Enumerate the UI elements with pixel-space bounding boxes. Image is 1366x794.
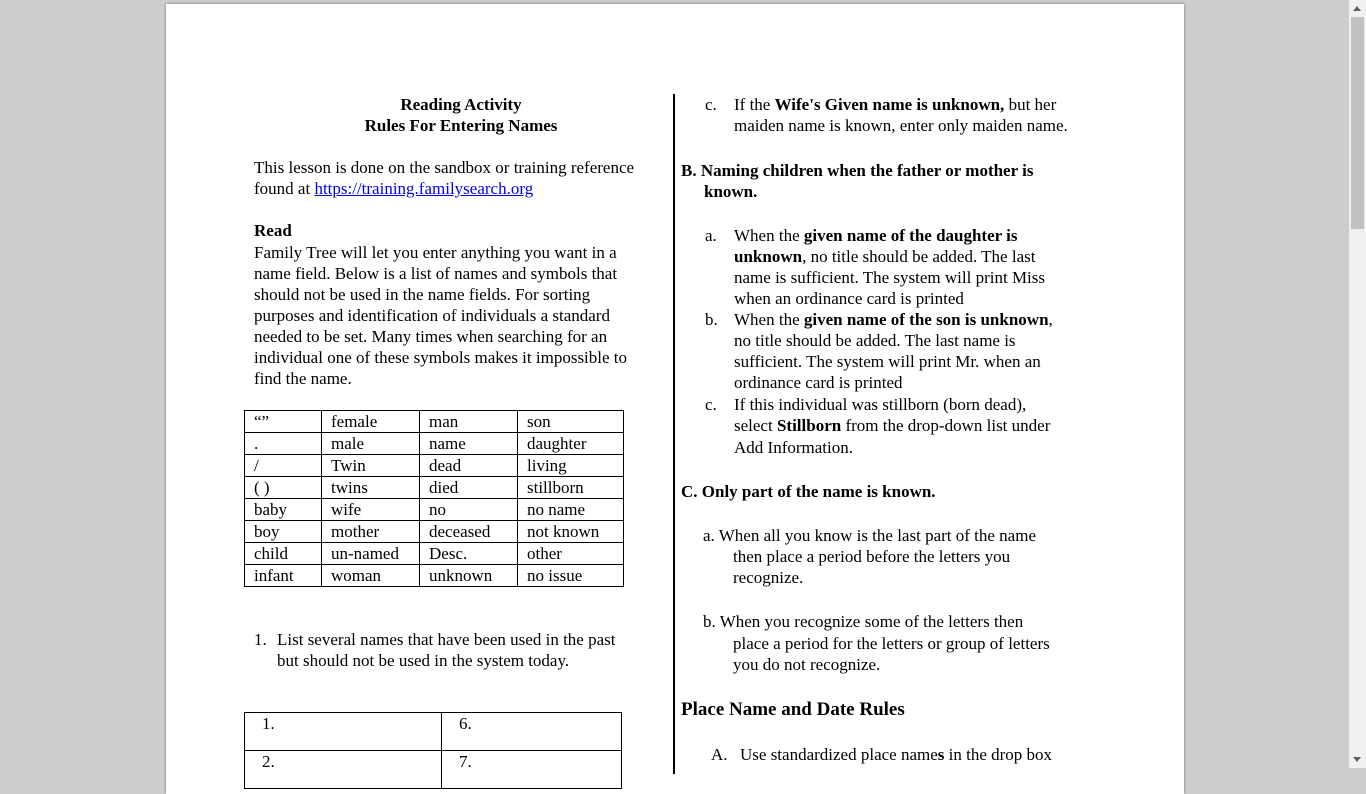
table-cell: mother: [322, 521, 420, 543]
table-row: [245, 455, 624, 477]
section-b-heading: B. Naming children when the father or mother is: [681, 161, 1034, 180]
section-b-heading-cont: known.: [704, 182, 758, 201]
text-span: from the drop-down list under: [841, 416, 1051, 435]
table-cell: dead: [420, 455, 518, 477]
text-span: but her: [1004, 95, 1057, 114]
b-a-line-4: when an ordinance card is printed: [734, 289, 964, 308]
read-line: find the name.: [254, 369, 352, 388]
read-line: Family Tree will let you enter anything you want in a: [254, 243, 617, 262]
table-cell: no: [420, 499, 518, 521]
table-cell: baby: [245, 499, 322, 521]
c-a-line-1: a. When all you know is the last part of the name: [703, 526, 1036, 545]
scrollbar-thumb[interactable]: [1351, 17, 1364, 229]
bold-text: Wife's Given name is unknown,: [774, 95, 1005, 114]
table-cell: died: [420, 477, 518, 499]
c-a-line-2: then place a period before the letters you: [733, 547, 1011, 566]
answer-cell[interactable]: 6.: [442, 713, 622, 751]
table-cell: daughter: [518, 433, 624, 455]
table-cell: child: [245, 543, 322, 565]
c-marker: c.: [705, 95, 717, 114]
table-cell: living: [518, 455, 624, 477]
b-b-line-4: ordinance card is printed: [734, 373, 903, 392]
forbidden-words-table: [244, 410, 624, 587]
bold-text: s: [937, 745, 945, 764]
table-cell: name: [420, 433, 518, 455]
read-line: purposes and identification of individuals a standard: [254, 306, 610, 325]
b-a-marker: a.: [705, 226, 717, 245]
c-b-line-2: place a period for the letters or group of letters: [733, 634, 1050, 653]
table-cell: un-named: [322, 543, 420, 565]
table-row: [245, 521, 624, 543]
b-a-line-2: [734, 246, 1035, 267]
c-b-line-1: b. When you recognize some of the letters then: [703, 612, 1024, 631]
table-cell: Desc.: [420, 543, 518, 565]
read-heading: Read: [254, 221, 292, 240]
table-cell: ( ): [245, 477, 322, 499]
table-cell: infant: [245, 565, 322, 587]
c-line-1: [734, 94, 1056, 115]
table-row: [245, 477, 624, 499]
table-cell: other: [518, 543, 624, 565]
table-cell: no name: [518, 499, 624, 521]
table-row: [245, 543, 624, 565]
section-c-heading: C. Only part of the name is known.: [681, 482, 936, 501]
table-cell: no issue: [518, 565, 624, 587]
answers-table: [244, 712, 622, 789]
table-cell: stillborn: [518, 477, 624, 499]
table-cell: “”: [245, 411, 322, 433]
answer-cell[interactable]: 1.: [245, 713, 442, 751]
intro-line-2: [254, 178, 533, 199]
intro-found-text: found at: [254, 179, 315, 198]
place-a-line-1: [740, 744, 1052, 765]
text-span: ,: [1048, 310, 1053, 329]
table-row: [245, 411, 624, 433]
table-cell: not known: [518, 521, 624, 543]
b-c-line-1: If this individual was stillborn (born dead),: [734, 395, 1027, 414]
bold-text: unknown: [734, 247, 803, 266]
page-subtitle: Rules For Entering Names: [364, 116, 558, 135]
b-c-line-2: [734, 415, 1050, 436]
b-b-line-2: no title should be added. The last name is: [734, 331, 1016, 350]
text-span: select: [734, 416, 777, 435]
read-line: needed to be set. Many times when searching for an: [254, 327, 608, 346]
question-1-number: 1.: [254, 630, 267, 649]
read-line: should not be used in the name fields. For sorting: [254, 285, 591, 304]
place-date-heading: Place Name and Date Rules: [681, 699, 905, 720]
bold-text: given name of the daughter is: [803, 226, 1018, 245]
table-cell: male: [322, 433, 420, 455]
scroll-up-button[interactable]: [1349, 0, 1366, 17]
bold-text: given name of the son is unknown: [803, 310, 1049, 329]
arrow-down-icon: [1353, 757, 1361, 762]
question-1-line-2: but should not be used in the system today.: [277, 651, 570, 670]
table-cell: .: [245, 433, 322, 455]
table-cell: woman: [322, 565, 420, 587]
b-b-marker: b.: [705, 310, 718, 329]
table-cell: unknown: [420, 565, 518, 587]
b-c-marker: c.: [705, 395, 717, 414]
table-cell: deceased: [420, 521, 518, 543]
page-title: Reading Activity: [400, 95, 522, 114]
read-line: individual one of these symbols makes it impossible to: [254, 348, 628, 367]
c-b-line-3: you do not recognize.: [733, 655, 881, 674]
bold-text: Stillborn: [776, 416, 842, 435]
scroll-down-button[interactable]: [1349, 751, 1366, 768]
read-line: name field. Below is a list of names and symbols that: [254, 264, 618, 283]
table-cell: boy: [245, 521, 322, 543]
c-line-2: maiden name is known, enter only maiden name.: [734, 116, 1068, 135]
table-row: [245, 713, 622, 751]
arrow-up-icon: [1353, 6, 1361, 11]
table-cell: /: [245, 455, 322, 477]
place-a-marker: A.: [711, 745, 728, 764]
table-row: [245, 751, 622, 789]
table-cell: wife: [322, 499, 420, 521]
vertical-scrollbar[interactable]: [1349, 0, 1366, 768]
b-c-line-3: Add Information.: [734, 438, 853, 457]
text-span: When the: [734, 310, 804, 329]
training-link[interactable]: https://training.familysearch.org: [314, 179, 534, 198]
table-row: [245, 433, 624, 455]
b-a-line-1: [734, 225, 1017, 246]
table-cell: son: [518, 411, 624, 433]
column-divider: [673, 94, 675, 774]
b-a-line-3: name is sufficient. The system will print Miss: [734, 268, 1046, 287]
text-span: , no title should be added. The last: [802, 247, 1036, 266]
table-cell: twins: [322, 477, 420, 499]
answer-cell[interactable]: 7.: [442, 751, 622, 789]
text-span: Use standardized place name: [740, 745, 938, 764]
table-row: [245, 565, 624, 587]
intro-line-1: This lesson is done on the sandbox or training reference: [254, 158, 635, 177]
text-span: If the: [734, 95, 775, 114]
b-b-line-1: [734, 309, 1053, 330]
answer-cell[interactable]: 2.: [245, 751, 442, 789]
text-span: in the drop box: [944, 745, 1053, 764]
table-cell: female: [322, 411, 420, 433]
b-b-line-3: sufficient. The system will print Mr. when an: [734, 352, 1041, 371]
table-row: [245, 499, 624, 521]
c-a-line-3: recognize.: [733, 568, 804, 587]
text-span: When the: [734, 226, 804, 245]
question-1-line-1: List several names that have been used in the past: [277, 630, 616, 649]
table-cell: man: [420, 411, 518, 433]
table-cell: Twin: [322, 455, 420, 477]
